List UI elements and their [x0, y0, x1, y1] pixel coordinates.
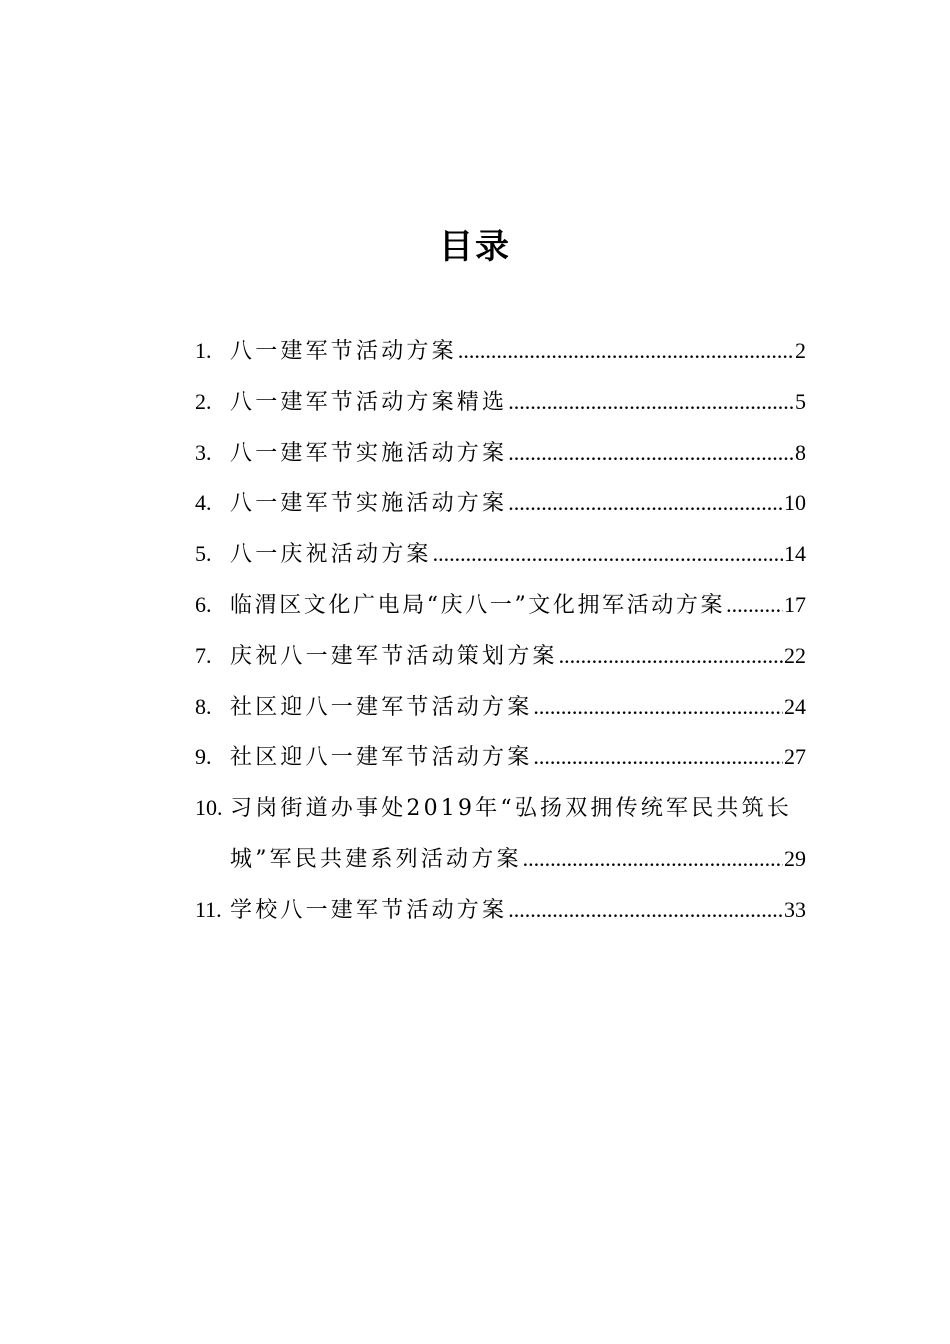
toc-entry-page: 17: [784, 591, 806, 617]
toc-entry-title: 八一建军节活动方案: [230, 339, 457, 364]
toc-entry-title: 八一建军节实施活动方案: [230, 440, 508, 466]
toc-dot-leader: [508, 428, 794, 478]
toc-entry-title: 社区迎八一建军节活动方案: [230, 745, 533, 771]
toc-dot-leader: [726, 580, 783, 630]
toc-entry-page: 24: [784, 693, 806, 719]
toc-entry[interactable]: [195, 580, 806, 631]
toc-entry-number: 10.: [195, 795, 223, 821]
toc-entry-page: 10: [784, 490, 806, 516]
toc-dot-leader: [559, 631, 783, 681]
toc-entry-title: 学校八一建军节活动方案: [230, 897, 508, 923]
table-of-contents: [195, 326, 806, 936]
toc-entry-title: 庆祝八一建军节活动策划方案: [230, 643, 558, 669]
toc-entry[interactable]: [195, 326, 806, 377]
toc-entry-page: 14: [784, 541, 806, 567]
toc-entry-number: 5.: [195, 541, 212, 567]
toc-entry[interactable]: [195, 428, 806, 479]
toc-entry[interactable]: [195, 529, 806, 580]
toc-entry-title: 八一建军节活动方案精选: [230, 389, 508, 415]
toc-entry-page: 22: [784, 642, 806, 668]
toc-entry[interactable]: [195, 885, 806, 936]
toc-entry-number: 7.: [195, 642, 212, 668]
toc-dot-leader: [533, 732, 783, 782]
toc-entry-number: 2.: [195, 388, 212, 414]
toc-entry-number: 9.: [195, 744, 212, 770]
toc-entry[interactable]: [195, 478, 806, 529]
toc-entry-page: 5: [795, 388, 806, 414]
toc-entry-page: 2: [795, 338, 806, 363]
toc-dot-leader: [508, 885, 783, 935]
toc-entry[interactable]: [195, 732, 806, 783]
toc-dot-leader: [533, 682, 783, 732]
toc-entry-number: 11.: [195, 896, 222, 922]
toc-entry-title-line-2: 城”军民共建系列活动方案: [230, 846, 522, 872]
toc-entry-number: 4.: [195, 490, 212, 516]
page-title: 目录: [439, 227, 511, 267]
toc-entry[interactable]: [195, 631, 806, 682]
toc-entry[interactable]: [195, 682, 806, 733]
toc-entry-page: 8: [795, 439, 806, 465]
toc-entry-title: 八一建军节实施活动方案: [230, 491, 508, 517]
toc-entry-number: 1.: [195, 338, 212, 363]
toc-dot-leader: [458, 326, 794, 376]
toc-entry-page: 27: [784, 744, 806, 770]
toc-entry-page: 33: [784, 896, 806, 922]
toc-entry-page: 29: [784, 845, 806, 871]
toc-entry-number: 6.: [195, 591, 212, 617]
toc-entry-number: 8.: [195, 693, 212, 719]
toc-dot-leader: [508, 478, 783, 528]
toc-entry-title: 临渭区文化广电局“庆八一”文化拥军活动方案: [230, 592, 726, 618]
toc-dot-leader: [523, 834, 783, 884]
toc-entry[interactable]: [195, 783, 806, 885]
toc-entry-number: 3.: [195, 439, 212, 465]
toc-dot-leader: [433, 529, 783, 579]
toc-entry-title: 社区迎八一建军节活动方案: [230, 694, 533, 720]
toc-entry[interactable]: [195, 377, 806, 428]
toc-entry-title-line-1: 习岗街道办事处2019年“弘扬双拥传统军民共筑长: [230, 796, 793, 822]
toc-dot-leader: [508, 377, 794, 427]
toc-entry-title: 八一庆祝活动方案: [230, 542, 432, 568]
